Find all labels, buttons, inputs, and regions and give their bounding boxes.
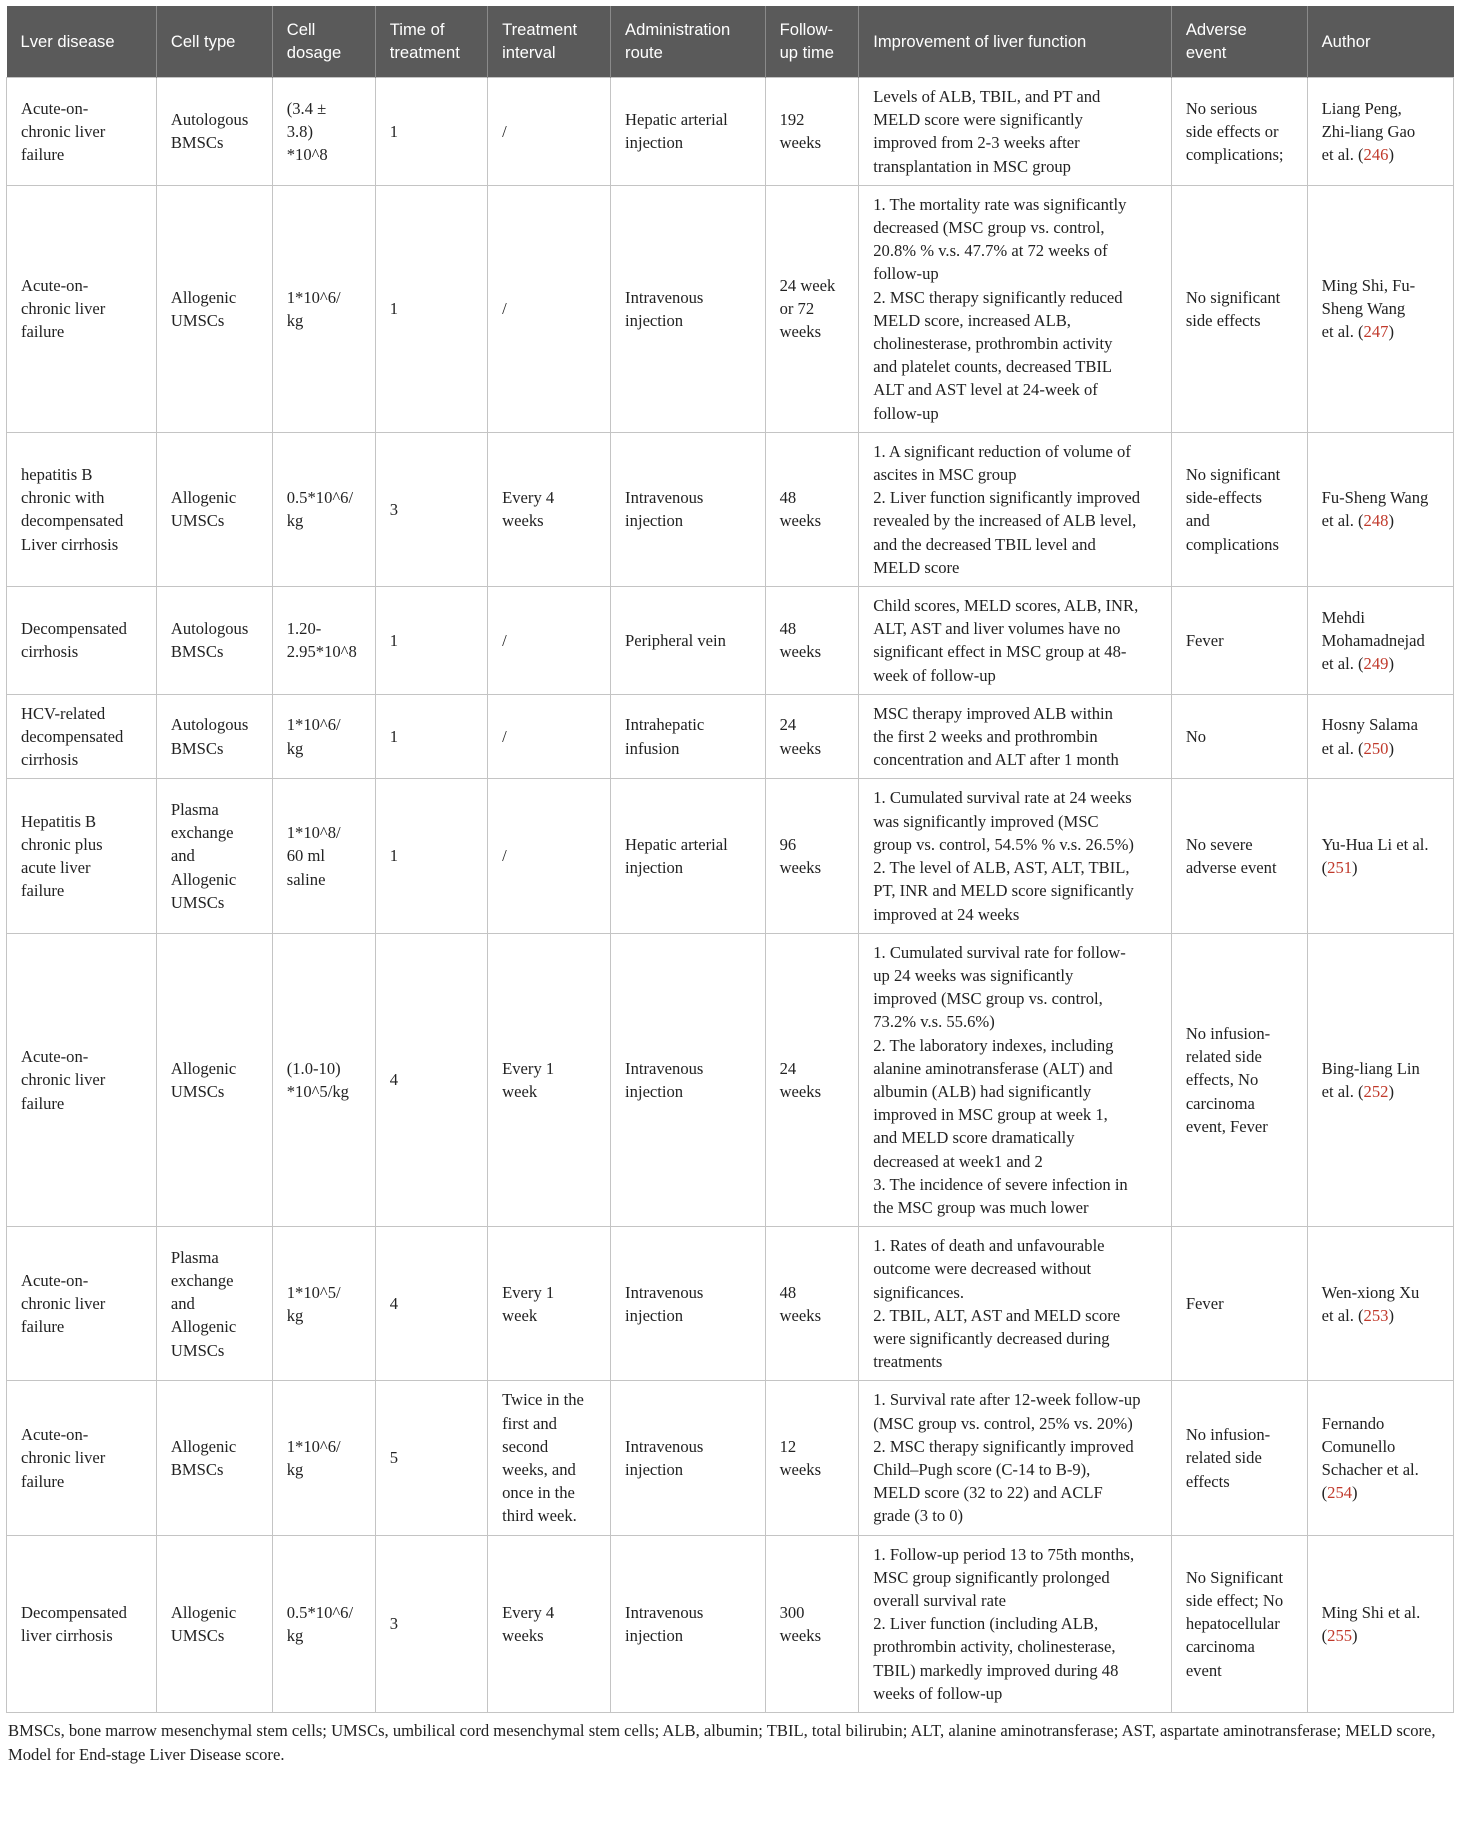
treatment-times-cell: 4 [375,1227,487,1381]
cell-type-cell: Allogenic BMSCs [156,1381,272,1535]
author-name: Bing-liang Lin et al. ( [1321,1058,1420,1101]
author-cell [1307,432,1453,586]
adverse-event-cell: No [1171,694,1307,779]
header-cell: Cell dosage [272,6,375,78]
followup-cell: 24 week or 72 weeks [765,185,859,432]
author-suffix: ) [1352,1483,1358,1503]
disease-cell: Acute-on- chronic liver failure [7,933,157,1226]
header-cell: Lver disease [7,6,157,78]
reference-link[interactable]: 254 [1327,1483,1353,1503]
interval-cell: Every 1 week [488,933,611,1226]
adverse-event-cell: No significant side effects [1171,185,1307,432]
author-name: Hosny Salama et al. ( [1321,715,1418,758]
header-cell: Improvement of liver function [859,6,1172,78]
header-cell: Administration route [611,6,766,78]
dosage-cell: 1.20- 2.95*10^8 [272,587,375,695]
table-row [7,185,1454,432]
reference-link[interactable]: 252 [1363,1081,1389,1101]
route-cell: Intravenous injection [611,185,766,432]
followup-cell: 24 weeks [765,933,859,1226]
disease-cell: Acute-on- chronic liver failure [7,1381,157,1535]
disease-cell: Acute-on- chronic liver failure [7,78,157,186]
author-suffix: ) [1388,1305,1394,1325]
disease-cell: hepatitis B chronic with decompensated Liver cirrhosis [7,432,157,586]
header-cell: Adverse event [1171,6,1307,78]
treatment-times-cell: 1 [375,694,487,779]
interval-cell: Every 4 weeks [488,432,611,586]
followup-cell: 96 weeks [765,779,859,933]
author-suffix: ) [1352,858,1358,878]
table-row [7,78,1454,186]
followup-cell: 48 weeks [765,587,859,695]
interval-cell: Every 1 week [488,1227,611,1381]
dosage-cell: 1*10^8/ 60 ml saline [272,779,375,933]
table-row [7,1227,1454,1381]
route-cell: Peripheral vein [611,587,766,695]
author-suffix: ) [1388,654,1394,674]
author-name: Fu-Sheng Wang et al. ( [1321,488,1429,531]
reference-link[interactable]: 247 [1363,322,1389,342]
cell-type-cell: Autologous BMSCs [156,78,272,186]
header-cell: Author [1307,6,1453,78]
dosage-cell: 0.5*10^6/ kg [272,1535,375,1712]
treatment-times-cell: 1 [375,587,487,695]
followup-cell: 48 weeks [765,1227,859,1381]
improvement-cell: 1. A significant reduction of volume of ascites in MSC group 2. Liver function significantly improved revealed by the increased of ALB level, and the decreased TBIL level and MELD score [859,432,1172,586]
table-row [7,694,1454,779]
author-name: Liang Peng, Zhi-liang Gao et al. ( [1321,98,1416,164]
author-cell [1307,185,1453,432]
table-row [7,1535,1454,1712]
reference-link[interactable]: 255 [1327,1625,1353,1645]
adverse-event-cell: Fever [1171,1227,1307,1381]
treatment-times-cell: 3 [375,432,487,586]
treatment-times-cell: 4 [375,933,487,1226]
author-cell [1307,1381,1453,1535]
table-body [7,78,1454,1713]
treatment-times-cell: 1 [375,185,487,432]
disease-cell: Decompensated liver cirrhosis [7,1535,157,1712]
interval-cell: Twice in the first and second weeks, and once in the third week. [488,1381,611,1535]
disease-cell: Acute-on- chronic liver failure [7,1227,157,1381]
reference-link[interactable]: 250 [1363,738,1389,758]
header-cell: Treatment interval [488,6,611,78]
treatment-times-cell: 5 [375,1381,487,1535]
route-cell: Intravenous injection [611,1227,766,1381]
interval-cell: / [488,694,611,779]
cell-type-cell: Autologous BMSCs [156,694,272,779]
author-suffix: ) [1388,322,1394,342]
disease-cell: Decompensated cirrhosis [7,587,157,695]
header-row [7,6,1454,78]
improvement-cell: 1. Survival rate after 12-week follow-up (MSC group vs. control, 25% vs. 20%) 2. MSC therapy significantly improved Child–Pugh score (C-14 to B-9), MELD score (32 to 22) and ACLF grade (3 to 0) [859,1381,1172,1535]
adverse-event-cell: No infusion- related side effects [1171,1381,1307,1535]
dosage-cell: 1*10^6/ kg [272,185,375,432]
improvement-cell: Child scores, MELD scores, ALB, INR, ALT, AST and liver volumes have no significant effect in MSC group at 48- week of follow-up [859,587,1172,695]
author-cell [1307,1535,1453,1712]
author-name: Yu-Hua Li et al. ( [1321,834,1429,878]
treatment-times-cell: 3 [375,1535,487,1712]
dosage-cell: 1*10^5/ kg [272,1227,375,1381]
clinical-trials-table [6,6,1454,1713]
author-suffix: ) [1352,1625,1358,1645]
improvement-cell: 1. Cumulated survival rate for follow- up 24 weeks was significantly improved (MSC group vs. control, 73.2% v.s. 55.6%) 2. The laboratory indexes, including alanine aminotransferase (ALT) and albumin (ALB) had significantly improved in MSC group at week 1, and MELD score dramatically decreased at week1 and 2 3. The incidence of severe infection in the MSC group was much lower [859,933,1172,1226]
route-cell: Intravenous injection [611,933,766,1226]
route-cell: Hepatic arterial injection [611,779,766,933]
treatment-times-cell: 1 [375,779,487,933]
table-footnote: BMSCs, bone marrow mesenchymal stem cells; UMSCs, umbilical cord mesenchymal stem cells; ALB, albumin; TBIL, total bilirubin; ALT, alanine aminotransferase; AST, aspartate aminotransferase; MELD score, Model for End-stage Liver Disease score. [8,1721,1436,1764]
author-suffix: ) [1388,738,1394,758]
interval-cell: / [488,587,611,695]
followup-cell: 48 weeks [765,432,859,586]
author-cell [1307,933,1453,1226]
dosage-cell: 1*10^6/ kg [272,694,375,779]
disease-cell: Hepatitis B chronic plus acute liver failure [7,779,157,933]
improvement-cell: 1. Follow-up period 13 to 75th months, MSC group significantly prolonged overall survival rate 2. Liver function (including ALB, prothrombin activity, cholinesterase, TBIL) markedly improved during 48 weeks of follow-up [859,1535,1172,1712]
adverse-event-cell: Fever [1171,587,1307,695]
dosage-cell: 1*10^6/ kg [272,1381,375,1535]
cell-type-cell: Plasma exchange and Allogenic UMSCs [156,779,272,933]
adverse-event-cell: No Significant side effect; No hepatocellular carcinoma event [1171,1535,1307,1712]
disease-cell: Acute-on- chronic liver failure [7,185,157,432]
adverse-event-cell: No significant side-effects and complications [1171,432,1307,586]
interval-cell: Every 4 weeks [488,1535,611,1712]
author-name: Wen-xiong Xu et al. ( [1321,1282,1420,1325]
author-cell [1307,694,1453,779]
reference-link[interactable]: 248 [1363,511,1389,531]
adverse-event-cell: No infusion- related side effects, No carcinoma event, Fever [1171,933,1307,1226]
author-cell [1307,78,1453,186]
cell-type-cell: Allogenic UMSCs [156,1535,272,1712]
improvement-cell: 1. The mortality rate was significantly decreased (MSC group vs. control, 20.8% % v.s. 47.7% at 72 weeks of follow-up 2. MSC therapy significantly reduced MELD score, increased ALB, cholinesterase, prothrombin activity and platelet counts, decreased TBIL ALT and AST level at 24-week of follow-up [859,185,1172,432]
route-cell: Intravenous injection [611,432,766,586]
reference-link[interactable]: 253 [1363,1305,1389,1325]
adverse-event-cell: No serious side effects or complications; [1171,78,1307,186]
header-cell: Time of treatment [375,6,487,78]
improvement-cell: MSC therapy improved ALB within the first 2 weeks and prothrombin concentration and ALT after 1 month [859,694,1172,779]
table-container [6,6,1454,1766]
followup-cell: 12 weeks [765,1381,859,1535]
improvement-cell: Levels of ALB, TBIL, and PT and MELD score were significantly improved from 2-3 weeks after transplantation in MSC group [859,78,1172,186]
disease-cell: HCV-related decompensated cirrhosis [7,694,157,779]
route-cell: Intravenous injection [611,1381,766,1535]
cell-type-cell: Allogenic UMSCs [156,933,272,1226]
treatment-times-cell: 1 [375,78,487,186]
author-cell [1307,1227,1453,1381]
cell-type-cell: Plasma exchange and Allogenic UMSCs [156,1227,272,1381]
table-row [7,933,1454,1226]
author-suffix: ) [1388,1081,1394,1101]
route-cell: Intrahepatic infusion [611,694,766,779]
interval-cell: / [488,78,611,186]
dosage-cell: 0.5*10^6/ kg [272,432,375,586]
improvement-cell: 1. Cumulated survival rate at 24 weeks was significantly improved (MSC group vs. control, 54.5% % v.s. 26.5%) 2. The level of ALB, AST, ALT, TBIL, PT, INR and MELD score significantly improved at 24 weeks [859,779,1172,933]
table-row [7,432,1454,586]
followup-cell: 300 weeks [765,1535,859,1712]
header-cell: Follow- up time [765,6,859,78]
followup-cell: 24 weeks [765,694,859,779]
author-suffix: ) [1388,145,1394,164]
author-name: Mehdi Mohamadnejad et al. ( [1321,607,1425,674]
cell-type-cell: Autologous BMSCs [156,587,272,695]
dosage-cell: (3.4 ± 3.8) *10^8 [272,78,375,186]
interval-cell: / [488,779,611,933]
reference-link[interactable]: 251 [1327,858,1353,878]
route-cell: Hepatic arterial injection [611,78,766,186]
interval-cell: / [488,185,611,432]
route-cell: Intravenous injection [611,1535,766,1712]
reference-link[interactable]: 246 [1363,145,1389,164]
table-row [7,1381,1454,1535]
improvement-cell: 1. Rates of death and unfavourable outcome were decreased without significances. 2. TBIL, ALT, AST and MELD score were significantly decreased during treatments [859,1227,1172,1381]
header-cell: Cell type [156,6,272,78]
author-cell [1307,779,1453,933]
author-cell [1307,587,1453,695]
author-name: Fernando Comunello Schacher et al. ( [1321,1413,1419,1503]
reference-link[interactable]: 249 [1363,654,1389,674]
followup-cell: 192 weeks [765,78,859,186]
author-suffix: ) [1388,511,1394,531]
cell-type-cell: Allogenic UMSCs [156,432,272,586]
cell-type-cell: Allogenic UMSCs [156,185,272,432]
author-name: Ming Shi, Fu- Sheng Wang et al. ( [1321,276,1416,342]
table-row [7,587,1454,695]
adverse-event-cell: No severe adverse event [1171,779,1307,933]
dosage-cell: (1.0-10) *10^5/kg [272,933,375,1226]
table-row [7,779,1454,933]
author-name: Ming Shi et al. ( [1321,1602,1421,1645]
